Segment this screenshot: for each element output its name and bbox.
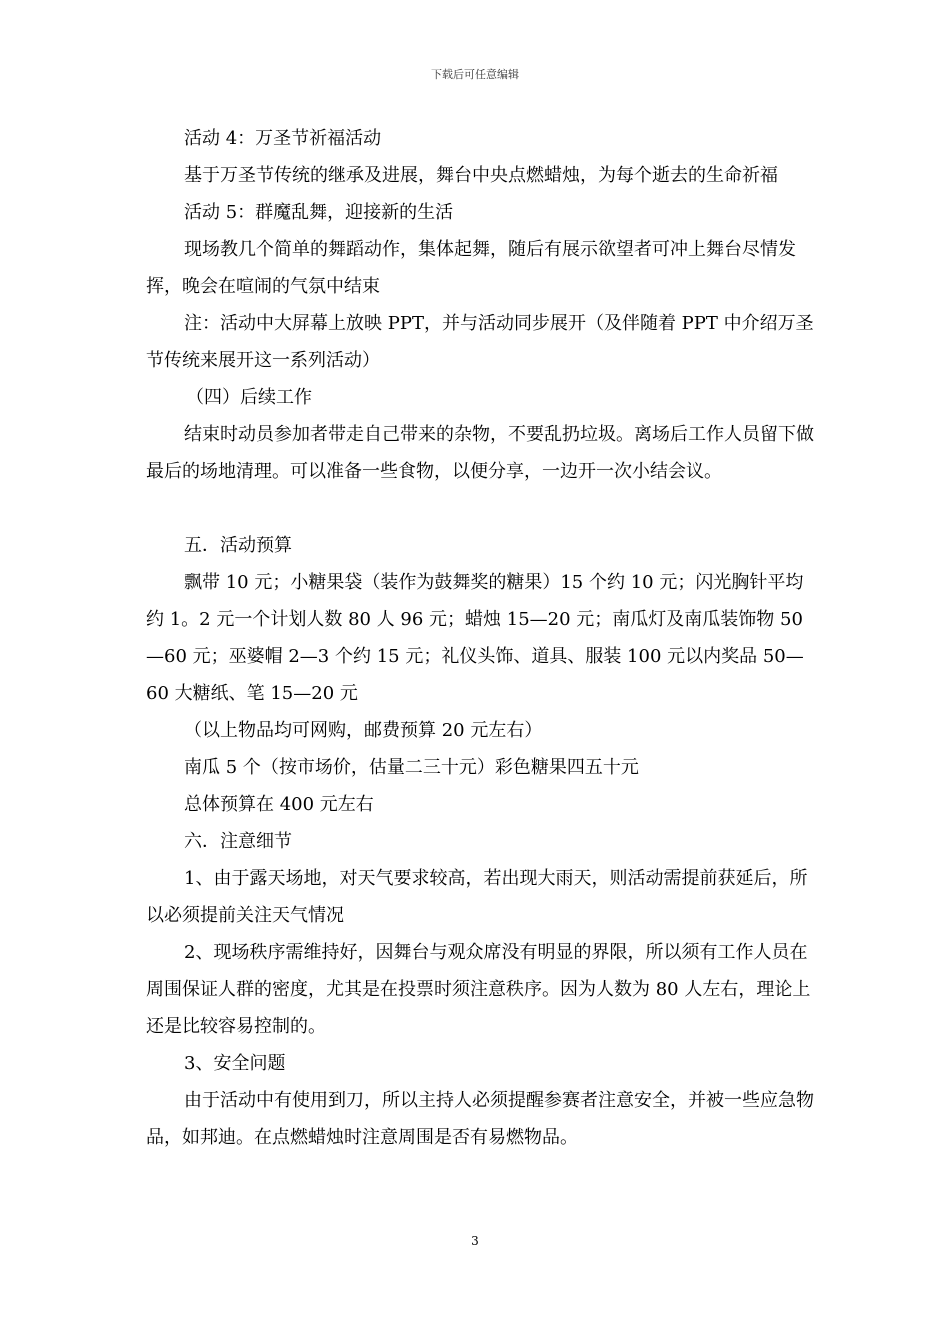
paragraph-detail-order: 2、现场秩序需维持好，因舞台与观众席没有明显的界限，所以须有工作人员在周围保证人群的密度，尤其是在投票时须注意秩序。因为人数为 80 人左右，理论上还是比较容易控制的。	[146, 942, 811, 1037]
paragraph-activity-5-title: 活动 5：群魔乱舞，迎接新的生活	[184, 202, 454, 223]
paragraph-budget-total: 总体预算在 400 元左右	[184, 794, 374, 815]
paragraph-follow-up-body: 结束时动员参加者带走自己带来的杂物，不要乱扔垃圾。离场后工作人员留下做最后的场地清理。可以准备一些食物，以便分享，一边开一次小结会议。	[146, 424, 814, 482]
paragraph-budget-items: 飘带 10 元；小糖果袋（装作为鼓舞奖的糖果）15 个约 10 元；闪光胸针平均约 1。2 元一个计划人数 80 人 96 元；蜡烛 15—20 元；南瓜灯及南瓜装饰物 50—60 元；巫婆帽 2—3 个约 15 元；礼仪头饰、道具、服装 100 元以内奖品 50—60 大糖纸、笔 15—20 元	[146, 572, 804, 704]
paragraph-detail-safety-title: 3、安全问题	[184, 1053, 286, 1074]
blank-line	[146, 490, 816, 527]
paragraph-detail-weather: 1、由于露天场地，对天气要求较高，若出现大雨天，则活动需提前获延后，所以必须提前关注天气情况	[146, 868, 808, 926]
section-heading-budget: 五．活动预算	[184, 535, 292, 556]
paragraph-budget-pumpkins: 南瓜 5 个（按市场价，估量二三十元）彩色糖果四五十元	[184, 757, 639, 778]
paragraph-activity-5-body: 现场教几个简单的舞蹈动作，集体起舞，随后有展示欲望者可冲上舞台尽情发挥，晚会在喧闹的气氛中结束	[146, 239, 796, 297]
paragraph-activity-4-body: 基于万圣节传统的继承及进展，舞台中央点燃蜡烛，为每个逝去的生命祈福	[184, 165, 778, 186]
document-body	[146, 120, 816, 1156]
paragraph-note: 注：活动中大屏幕上放映 PPT，并与活动同步展开（及伴随着 PPT 中介绍万圣节传统来展开这一系列活动）	[146, 313, 814, 371]
page-header: 下载后可任意编辑	[431, 68, 519, 81]
section-heading-details: 六．注意细节	[184, 831, 292, 852]
paragraph-budget-shipping: （以上物品均可网购，邮费预算 20 元左右）	[184, 720, 543, 741]
paragraph-detail-safety-body: 由于活动中有使用到刀，所以主持人必须提醒参赛者注意安全，并被一些应急物品，如邦迪。在点燃蜡烛时注意周围是否有易燃物品。	[146, 1090, 814, 1148]
paragraph-activity-4-title: 活动 4：万圣节祈福活动	[184, 128, 382, 149]
section-heading-follow-up: （四）后续工作	[186, 387, 312, 408]
page-number: 3	[471, 1234, 479, 1248]
